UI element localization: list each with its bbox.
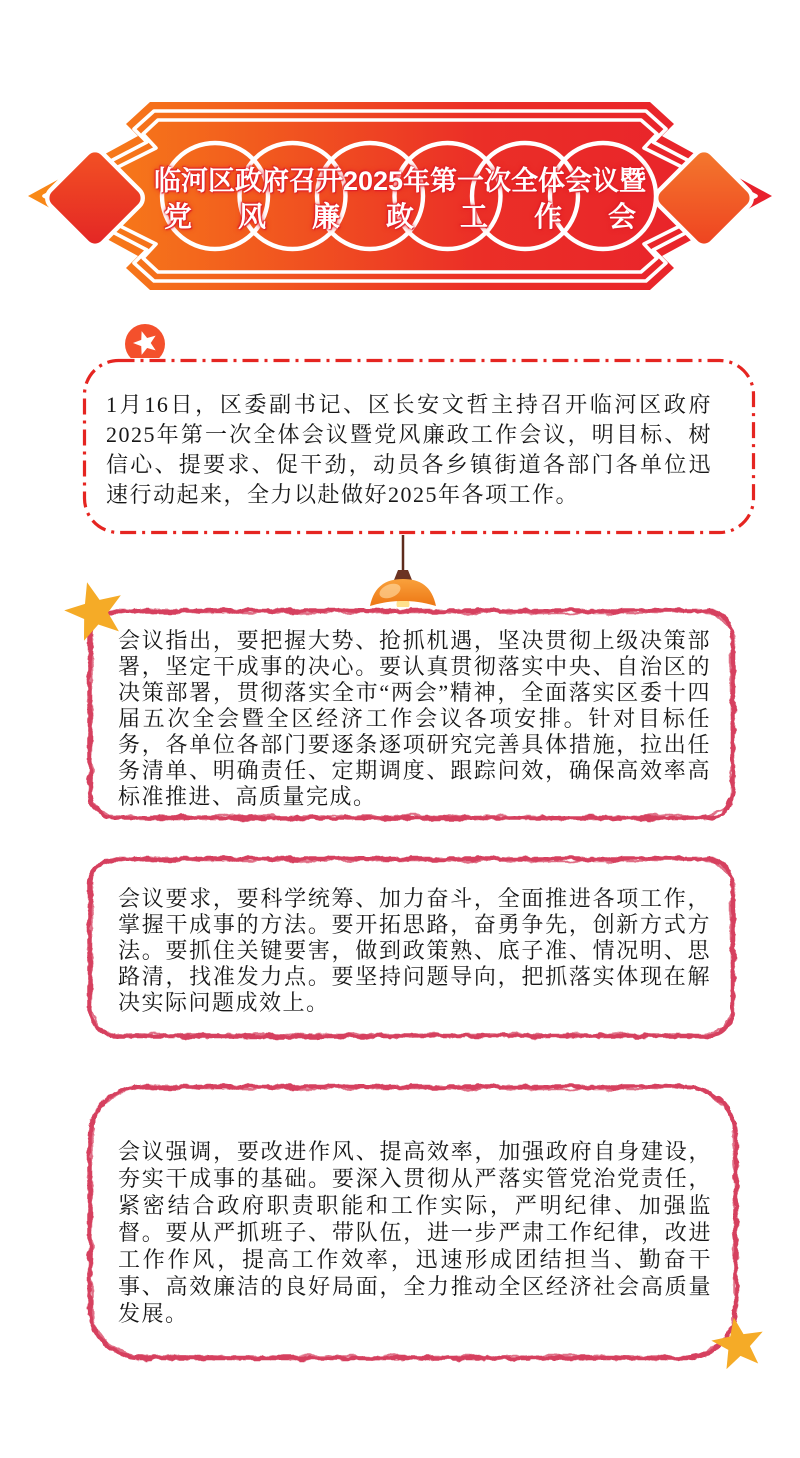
header-banner (20, 96, 780, 296)
meeting-points-card (86, 607, 737, 822)
page-title-line2: 党风廉政工作会 (163, 201, 682, 232)
meeting-emphasis-paragraph: 会议强调，要改进作风、提高效率，加强政府自身建设，夯实干成事的基础。要深入贯彻从严落实管党治党责任，紧密结合政府职责职能和工作实际，严明纪律、加强监督。要从严抓班子、带队伍，进一步严肃工作纪律，改进工作作风，提高工作效率，迅速形成团结担当、勤奋干事、高效廉洁的良好局面，全力推动全区经济社会高质量发展。 (118, 1139, 712, 1326)
meeting-requirements-card (86, 855, 737, 1040)
intro-card (82, 358, 756, 535)
page-title-line1: 临河区政府召开2025年第一次全体会议暨 (153, 166, 647, 196)
meeting-requirements-paragraph: 会议要求，要科学统筹、加力奋斗，全面推进各项工作，掌握干成事的方法。要开拓思路，奋勇争先，创新方式方法。要抓住关键要害，做到政策熟、底子准、情况明、思路清，找准发力点。要坚持问题导向，把抓落实体现在解决实际问题成效上。 (118, 886, 711, 1015)
meeting-emphasis-card (86, 1083, 740, 1362)
hanging-lamp-icon (360, 534, 450, 614)
intro-paragraph: 1月16日，区委副书记、区长安文哲主持召开临河区政府2025年第一次全体会议暨党风廉政工作会议，明目标、树信心、提要求、促干劲，动员各乡镇街道各部门各单位迅速行动起来，全力以赴做好2025年各项工作。 (106, 392, 712, 507)
page-title (20, 166, 780, 232)
gold-star-icon (63, 580, 127, 644)
meeting-points-paragraph: 会议指出，要把握大势、抢抓机遇，坚决贯彻上级决策部署，坚定干成事的决心。要认真贯彻落实中央、自治区的决策部署，贯彻落实全市“两会”精神，全面落实区委十四届五次全会暨全区经济工作会议各项安排。针对目标任务，各单位各部门要逐条逐项研究完善具体措施，拉出任务清单、明确责任、定期调度、跟踪问效，确保高效率高标准推进、高质量完成。 (118, 628, 711, 809)
gold-star-icon (710, 1316, 767, 1373)
